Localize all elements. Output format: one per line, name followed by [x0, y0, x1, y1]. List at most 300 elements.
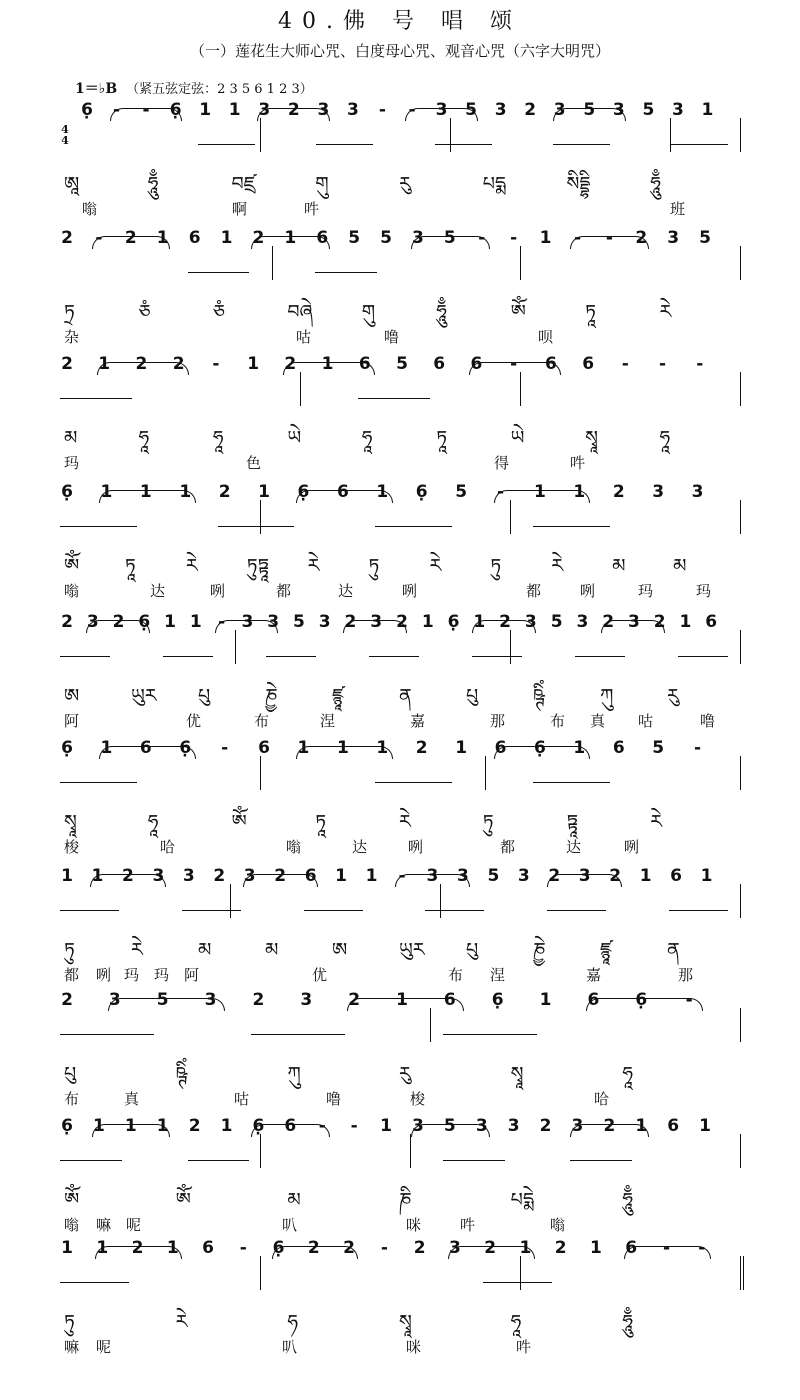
note: 2 [653, 612, 666, 632]
note: 6 · [634, 990, 648, 1010]
note: 3 [318, 612, 331, 632]
tibetan-syllable: པུ [466, 939, 479, 961]
notation-system [60, 1238, 740, 1358]
note: 6 · [251, 1116, 265, 1136]
lyric-syllable: 噜 [326, 1090, 342, 1108]
note: 1 [455, 738, 468, 758]
lyric-syllable: 嗡 [550, 1216, 566, 1234]
note: 1 [380, 1116, 392, 1136]
bar-line [520, 1256, 521, 1290]
note: 6 [304, 866, 317, 886]
beam-line [472, 656, 522, 657]
note: 5 [550, 612, 563, 632]
note: 1 [519, 1238, 532, 1258]
lyric-syllable: 嗡 [64, 1216, 80, 1234]
bar-line [740, 246, 741, 280]
note: 2 [635, 228, 648, 248]
tibetan-syllable: ཡུར [399, 939, 425, 961]
tibetan-syllable: སིདྡྷི [566, 173, 591, 195]
note: 2 [415, 738, 428, 758]
tibetan-syllable: པུ [64, 1063, 77, 1085]
note: 2 [396, 612, 408, 632]
tibetan-syllable: ཏུ [482, 811, 494, 833]
note: 6 · [169, 100, 183, 120]
note: 2 [135, 354, 148, 374]
note: 2 [131, 1238, 144, 1258]
note-extension: - [380, 1238, 388, 1258]
lyric-syllable: 啊 [232, 200, 248, 218]
tibetan-syllable: མ [198, 939, 212, 961]
note: 1 [61, 1238, 73, 1258]
note: 3 [370, 612, 383, 632]
bar-line [410, 1134, 411, 1168]
lyric-syllable: 嘉 [586, 966, 602, 984]
lyric-syllable: 咧 [624, 838, 640, 856]
note: 3 [524, 612, 537, 632]
bar-line [520, 246, 521, 280]
slur-arc [272, 1246, 359, 1259]
notation-system [60, 866, 740, 986]
note: 2 [612, 482, 625, 502]
beam-line [369, 656, 419, 657]
slur-arc [92, 236, 171, 249]
note: 2 [252, 228, 265, 248]
note: 1 [247, 354, 260, 374]
slur-arc [570, 236, 649, 249]
note: 3 [108, 990, 121, 1010]
note: 1 [539, 990, 552, 1010]
note: 2 [548, 866, 561, 886]
note: 3 [412, 228, 424, 248]
slur-arc [257, 108, 330, 121]
slur-arc [99, 490, 196, 503]
lyric-syllable: 杂 [64, 328, 80, 346]
note: 2 [61, 990, 73, 1010]
tibetan-syllable: ཥྚིཾ [533, 685, 545, 707]
note: 1 [156, 228, 169, 248]
note-extension: - [659, 354, 667, 374]
lyric-syllable: 布 [64, 1090, 80, 1108]
tibetan-syllable: སྭཱ [510, 1063, 524, 1085]
key-signature: 1＝♭B [75, 81, 118, 97]
tibetan-syllable: ཎྱེ [265, 685, 278, 707]
note: 2 [274, 866, 287, 886]
bar-line [740, 630, 741, 664]
note: 1 [199, 100, 212, 120]
bar-line [740, 372, 741, 406]
beam-line [358, 398, 430, 399]
note: 6 · [137, 612, 151, 632]
note: 2 [524, 100, 537, 120]
note: 5 [699, 228, 712, 248]
note: 6 [188, 228, 201, 248]
lyric-syllable: 咧 [210, 582, 226, 600]
tibetan-syllable: ཏཱ [436, 427, 448, 449]
lyric-syllable: 优 [312, 966, 328, 984]
note: 3 [300, 990, 313, 1010]
lyric-syllable: 达 [352, 838, 368, 856]
lyric-syllable: 咪 [406, 1338, 422, 1356]
note: 3 [507, 1116, 520, 1136]
beam-line [553, 144, 610, 145]
note: 1 [534, 482, 546, 502]
lyric-syllable: 噜 [700, 712, 716, 730]
lyric-syllable: 那 [678, 966, 694, 984]
lyric-syllable: 优 [186, 712, 202, 730]
note: 2 [413, 1238, 426, 1258]
lyric-syllable: 咪 [406, 1216, 422, 1234]
notation-system [60, 354, 740, 474]
note: 6 · [296, 482, 310, 502]
note: 6 [202, 1238, 214, 1258]
slur-arc [347, 998, 464, 1011]
beam-line [547, 910, 606, 911]
note: 1 [124, 1116, 137, 1136]
beam-line [163, 656, 213, 657]
bar-line [230, 884, 231, 918]
tibetan-syllable: ཧཱུྃ [147, 173, 159, 195]
beam-line [251, 1034, 345, 1035]
note: 6 [433, 354, 446, 374]
lyric-syllable: 哈 [594, 1090, 610, 1108]
note: 3 [152, 866, 165, 886]
note: 2 [124, 228, 137, 248]
note: 6 [544, 354, 557, 374]
bar-line [670, 118, 671, 152]
note-extension: - [685, 990, 693, 1010]
tibetan-syllable: རེ [185, 555, 198, 577]
beam-line [60, 782, 137, 783]
lyric-syllable: 嘛 [64, 1338, 80, 1356]
note: 2 [218, 482, 231, 502]
lyric-syllable: 噜 [384, 328, 400, 346]
note-extension: - [605, 228, 613, 248]
beam-line [304, 910, 363, 911]
lyric-syllable: 涅 [490, 966, 506, 984]
tibetan-syllable: ཏུ [64, 1311, 75, 1333]
tibetan-syllable: པདྨེ [510, 1189, 534, 1211]
tibetan-syllable: ཧཱུྃ [436, 301, 447, 323]
notation-system [60, 1116, 740, 1236]
slur-arc [494, 746, 591, 759]
beam-line [570, 1160, 632, 1161]
beam-line [443, 1034, 537, 1035]
lyric-syllable: 达 [150, 582, 166, 600]
note-extension: - [698, 1238, 706, 1258]
note: 2 [121, 866, 134, 886]
tibetan-syllable: མ [64, 427, 78, 449]
tibetan-syllable: ཡུར [131, 685, 157, 707]
note: 5 [443, 1116, 456, 1136]
note-extension: - [694, 738, 702, 758]
beam-line [425, 910, 484, 911]
note: 3 [667, 228, 680, 248]
note: 1 [376, 738, 389, 758]
note: 5 [156, 990, 169, 1010]
note-extension: - [95, 228, 103, 248]
note: 5 [348, 228, 361, 248]
note: 5 [487, 866, 500, 886]
slur-arc [283, 362, 374, 375]
tibetan-syllable: ཅཾ [212, 301, 225, 323]
lyric-syllable: 嗡 [64, 582, 80, 600]
note: 1 [100, 738, 113, 758]
lyric-syllable: 阿 [64, 712, 80, 730]
slur-arc [99, 746, 196, 759]
slur-arc [296, 746, 393, 759]
slur-arc [251, 1124, 330, 1137]
tibetan-syllable: ཨོཾ [175, 1189, 191, 1211]
note: 2 [61, 228, 73, 248]
note: 2 [213, 866, 226, 886]
bar-line [740, 1256, 744, 1290]
slur-arc [601, 620, 665, 633]
slur-arc [251, 236, 330, 249]
note: 1 [699, 1116, 712, 1136]
note: 3 [517, 866, 530, 886]
tibetan-syllable: ཀུ [287, 1063, 301, 1085]
beam-line [375, 526, 452, 527]
note: 3 [578, 866, 591, 886]
lyric-syllable: 咕 [296, 328, 312, 346]
note: 3 [612, 100, 625, 120]
note: 3 [475, 1116, 488, 1136]
note: 6 [358, 354, 371, 374]
tibetan-syllable: པུ [466, 685, 479, 707]
time-signature [60, 124, 70, 146]
notation-system [60, 612, 740, 732]
note-extension: - [408, 100, 416, 120]
note: 2 [112, 612, 125, 632]
note: 3 [448, 1238, 461, 1258]
note: 3 [691, 482, 704, 502]
lyric-syllable: 班 [670, 200, 686, 218]
tibetan-syllable: ཏུ [490, 555, 502, 577]
note: 3 [267, 612, 280, 632]
tibetan-syllable: ན [667, 939, 680, 961]
lyric-syllable: 梭 [64, 838, 80, 856]
note: 6 · [178, 738, 192, 758]
beam-line [266, 656, 316, 657]
note: 1 [573, 738, 586, 758]
note-extension: - [239, 1238, 247, 1258]
lyric-syllable: 哈 [160, 838, 176, 856]
note: 1 [539, 228, 552, 248]
note-extension: - [350, 1116, 358, 1136]
bar-line [520, 372, 521, 406]
beam-line [60, 1160, 122, 1161]
note: 1 [639, 866, 652, 886]
note: 3 [204, 990, 217, 1010]
tibetan-syllable: ཎྱེ [533, 939, 546, 961]
note: 3 [243, 866, 256, 886]
tibetan-syllable: གུ [361, 301, 376, 323]
bar-line [740, 756, 741, 790]
tibetan-syllable: རེ [399, 811, 411, 833]
tibetan-syllable: སྭཱ [64, 811, 77, 833]
note-extension: - [398, 866, 406, 886]
note: 1 [473, 612, 486, 632]
lyric-syllable: 玛 [124, 966, 140, 984]
tibetan-syllable: ཧཱུྃ [622, 1311, 634, 1333]
note: 1 [96, 1238, 109, 1258]
lyric-syllable: 玛 [64, 454, 80, 472]
note: 1 [61, 866, 73, 886]
tibetan-syllable: ཧཱ [361, 427, 373, 449]
bar-line [260, 1134, 261, 1168]
note-extension: - [221, 738, 229, 758]
slur-arc [570, 1124, 649, 1137]
tibetan-syllable: རེ [131, 939, 143, 961]
bar-line [430, 1008, 431, 1042]
note-extension: - [662, 1238, 670, 1258]
note: 1 [336, 738, 349, 758]
lyric-syllable: 梭 [410, 1090, 426, 1108]
tibetan-syllable: ཏྟཱ [566, 811, 579, 833]
note: 6 [139, 738, 152, 758]
note: 6 · [491, 990, 505, 1010]
lyric-syllable: 色 [246, 454, 262, 472]
note: 2 [343, 1238, 356, 1258]
note: 6 · [272, 1238, 286, 1258]
beam-line [435, 144, 492, 145]
note: 1 [91, 866, 104, 886]
note: 6 [258, 738, 270, 758]
lyric-syllable: 涅 [320, 712, 336, 730]
lyric-syllable: 都 [64, 966, 80, 984]
note: 5 [652, 738, 665, 758]
tibetan-syllable: སྭཱ [399, 1311, 412, 1333]
slur-arc [110, 108, 183, 121]
song-title: 40.佛 号 唱 颂 [278, 9, 522, 34]
note: 2 [539, 1116, 552, 1136]
slur-arc [411, 236, 490, 249]
slur-arc [92, 1124, 171, 1137]
beam-line [60, 398, 132, 399]
tuning-note: （紧五弦定弦：2 3 5 6 1 2 3） [126, 82, 313, 97]
note: 1 [376, 482, 389, 502]
bar-line [740, 1008, 741, 1042]
time-signature-bottom: 4 [61, 134, 69, 147]
slur-arc [547, 874, 622, 887]
slur-arc [448, 1246, 535, 1259]
beam-line [218, 526, 295, 527]
tibetan-syllable: སྭཱ [585, 427, 598, 449]
bar-line [440, 884, 441, 918]
note-extension: - [318, 1116, 326, 1136]
note: 3 [671, 100, 684, 120]
note: 2 [603, 1116, 616, 1136]
tibetan-syllable: རེ [307, 555, 320, 577]
note: 1 [365, 866, 378, 886]
note-extension: - [621, 354, 629, 374]
song-subtitle: （一）莲花生大师心咒、白度母心咒、观音心咒（六字大明咒） [189, 42, 610, 60]
note-extension: - [510, 354, 518, 374]
note: 2 [344, 612, 357, 632]
beam-line [198, 144, 255, 145]
note: 6 [284, 1116, 297, 1136]
lyric-syllable: 达 [338, 582, 354, 600]
lyric-syllable: 咕 [638, 712, 654, 730]
note: 6 · [60, 1116, 74, 1136]
tibetan-syllable: བཛྲ [231, 173, 256, 195]
tibetan-syllable: རུ [667, 685, 679, 707]
note: 1 [421, 612, 434, 632]
tibetan-syllable: ཨོཾ [510, 301, 526, 323]
beam-line [316, 144, 373, 145]
note: 3 [86, 612, 99, 632]
note: 1 [100, 482, 113, 502]
lyric-syllable: 嘉 [410, 712, 426, 730]
beam-line [375, 782, 452, 783]
note: 3 [628, 612, 640, 632]
tibetan-syllable: ཨོཾ [64, 1189, 80, 1211]
note: 1 [396, 990, 408, 1010]
notation-system [60, 100, 740, 220]
lyric-syllable: 咧 [402, 582, 418, 600]
bar-line [300, 372, 301, 406]
tibetan-syllable: ཥྚིཾ [175, 1063, 188, 1085]
note: 2 [61, 612, 73, 632]
tibetan-syllable: རེ [175, 1311, 188, 1333]
note: 1 [573, 482, 586, 502]
lyric-syllable: 咕 [234, 1090, 250, 1108]
notation-system [60, 228, 740, 348]
tibetan-syllable: ཧཱུྃ [622, 1189, 634, 1211]
note: 1 [156, 1116, 169, 1136]
tibetan-syllable: ཨོཾ [64, 555, 80, 577]
note: 6 [625, 1238, 638, 1258]
note: 5 [293, 612, 305, 632]
bar-line [485, 756, 486, 790]
tibetan-syllable: རེ [659, 301, 672, 323]
lyric-syllable: 布 [550, 712, 566, 730]
note: 5 [465, 100, 477, 120]
slur-arc [95, 1246, 182, 1259]
note: 6 [705, 612, 718, 632]
slur-arc [243, 874, 318, 887]
tibetan-syllable: རུ [399, 1063, 411, 1085]
note: 5 [642, 100, 655, 120]
note: 5 [380, 228, 392, 248]
beam-line [60, 1282, 129, 1283]
note: 1 [321, 354, 334, 374]
lyric-syllable: 嘛 [96, 1216, 112, 1234]
note: 6 [587, 990, 600, 1010]
note: 1 [98, 354, 111, 374]
note-extension: - [113, 100, 121, 120]
tibetan-syllable: ཅཾ [138, 301, 151, 323]
note: 5 [396, 354, 408, 374]
bar-line [260, 500, 261, 534]
note: 1 [92, 1116, 105, 1136]
bar-line [450, 118, 451, 152]
lyric-syllable: 咧 [408, 838, 424, 856]
beam-line [315, 272, 377, 273]
note: 6 · [80, 100, 94, 120]
slur-arc [108, 998, 225, 1011]
note: 2 [61, 354, 73, 374]
note-extension: - [510, 228, 518, 248]
beam-line [182, 910, 241, 911]
note: 1 [297, 738, 310, 758]
note: 5 [443, 228, 456, 248]
note: 6 [667, 1116, 680, 1136]
tibetan-syllable: ཨ [64, 685, 80, 707]
beam-line [575, 656, 625, 657]
beam-line [483, 1282, 552, 1283]
beam-line [678, 656, 728, 657]
